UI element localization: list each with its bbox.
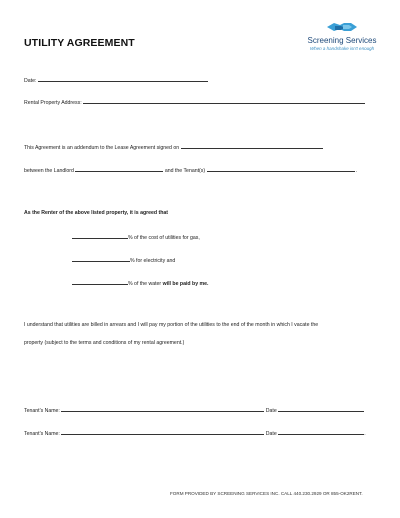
signature-date-label: Date — [265, 408, 277, 414]
footer-note: FORM PROVIDED BY SCREENING SERVICES INC. CALL 440.230.2929 OR 855-OK2RENT. — [170, 491, 363, 496]
rental-address-label: Rental Property Address: — [24, 100, 82, 106]
tenant-name-field-1[interactable] — [61, 406, 264, 412]
landlord-field[interactable] — [75, 166, 163, 172]
signature-date-label: Date — [265, 431, 277, 437]
between-landlord-label: between the Landlord — [24, 168, 74, 174]
rental-address-row — [24, 98, 365, 106]
electricity-percent-field[interactable] — [72, 256, 130, 262]
addendum-row — [24, 143, 323, 151]
date-row — [24, 76, 208, 84]
handshake-icon — [325, 20, 359, 34]
tenant-name-field-2[interactable] — [61, 429, 264, 435]
parties-end-period: . — [356, 168, 358, 174]
parties-row — [24, 166, 357, 174]
tenant-name-label: Tenant's Name: — [24, 408, 60, 414]
date-field[interactable] — [38, 76, 208, 82]
gas-label: % of the cost of utilities for gas, — [128, 235, 200, 241]
statement-line-2: property (subject to the terms and conditions of my rental agreement.) — [24, 340, 185, 346]
signature-end-period: . — [364, 431, 366, 437]
tenants-field[interactable] — [207, 166, 358, 174]
signature-date-field-1[interactable] — [278, 406, 364, 412]
agreement-heading: As the Renter of the above listed property, it is agreed that — [24, 210, 169, 216]
lease-signed-date-field[interactable] — [181, 143, 323, 149]
page-title: UTILITY AGREEMENT — [24, 37, 135, 49]
water-label: % of the water — [128, 281, 162, 287]
and-tenants-label: and the Tenant(s) — [164, 168, 206, 174]
logo-tagline: When a handshake isn't enough — [309, 46, 375, 51]
tenant-name-label: Tenant's Name: — [24, 431, 60, 437]
electricity-label: % for electricity and — [130, 258, 176, 264]
screening-services-logo — [300, 20, 384, 51]
tenant-signature-row-2 — [24, 429, 366, 437]
logo-company-name: Screening Services — [307, 36, 377, 45]
tenant-signature-row-1 — [24, 406, 364, 414]
statement-line-1: I understand that utilities are billed in arrears and I will pay my portion of the utilities to the end of the month in which I vacate the — [24, 322, 319, 328]
water-percent-field[interactable] — [72, 279, 128, 285]
water-paid-by-me: will be paid by me. — [162, 281, 209, 287]
addendum-text: This Agreement is an addendum to the Lease Agreement signed on — [24, 145, 180, 151]
water-row — [72, 279, 208, 287]
gas-percent-field[interactable] — [72, 233, 128, 239]
rental-address-field[interactable] — [83, 98, 365, 104]
electricity-row — [72, 256, 175, 264]
date-label: Date: — [24, 78, 37, 84]
gas-row — [72, 233, 200, 241]
signature-date-field-2[interactable] — [278, 429, 364, 435]
